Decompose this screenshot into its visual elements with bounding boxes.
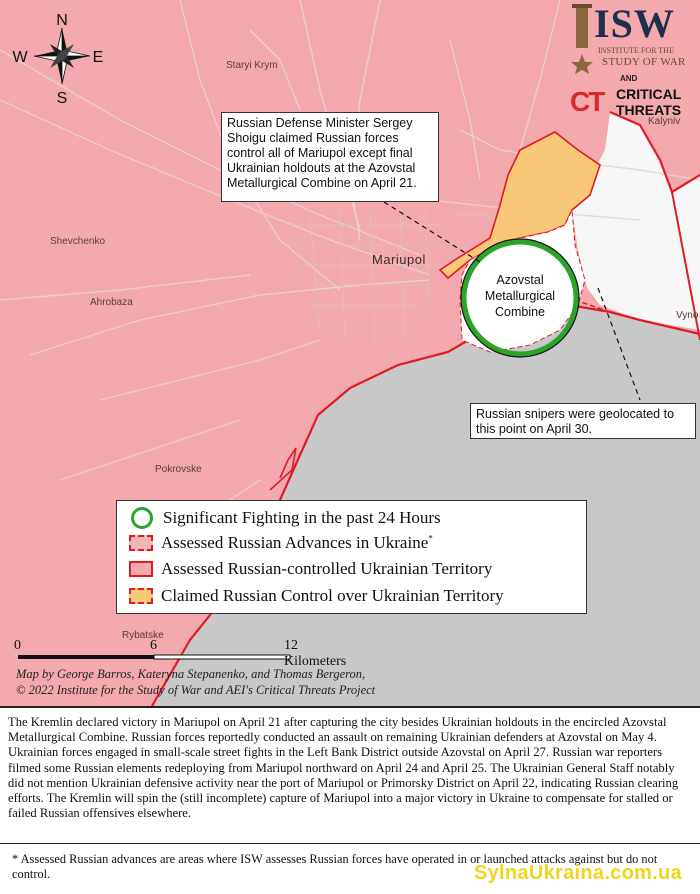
scale-zero: 0 — [14, 638, 21, 653]
red-box-icon — [129, 561, 153, 577]
azovstal-label: Azovstal Metallurgical Combine — [484, 273, 556, 319]
legend-item-advances — [129, 532, 433, 554]
ct-line2: THREATS — [616, 102, 682, 118]
logos — [566, 2, 698, 120]
place-shevchenko: Shevchenko — [50, 236, 106, 247]
place-ahrobaza: Ahrobaza — [90, 297, 133, 308]
watermark: SylnaUkraina.com.ua — [473, 862, 682, 884]
compass-s: S — [56, 90, 68, 107]
legend-item-claimed — [129, 585, 504, 607]
compass-n: N — [56, 12, 68, 29]
credits-line2: © 2022 Institute for the Study of War and AEI's Critical Threats Project — [16, 683, 376, 697]
place-mariupol: Mariupol — [372, 252, 426, 267]
place-vyno: Vyno — [676, 310, 699, 321]
legend-label: Assessed Russian Advances in Ukraine — [161, 533, 429, 552]
compass-w: W — [12, 49, 28, 66]
legend-item-fighting — [129, 507, 441, 529]
scale-labels — [14, 638, 347, 669]
dashed-pink-box-icon — [129, 535, 153, 551]
orange-dashed-box-icon — [129, 588, 153, 604]
ct-logo-mark: CT — [570, 86, 604, 117]
map-credits — [16, 666, 496, 698]
footnote-text: * Assessed Russian advances are areas where ISW assesses Russian forces have operated in or launched attacks against but do not control. — [12, 852, 658, 881]
legend-label: Claimed Russian Control over Ukrainian Territory — [161, 586, 504, 605]
credits-line1: Map by George Barros, Kateryna Stepanenko, and Thomas Bergeron, — [16, 667, 366, 681]
place-pokrovske: Pokrovske — [155, 464, 202, 475]
isw-institute-line1: INSTITUTE FOR THE — [598, 46, 674, 55]
shoigu-callout: Russian Defense Minister Sergey Shoigu claimed Russian forces control all of Mariupol except final Ukrainian holdouts at the Azovstal Metallurgical Combine on April 21. — [221, 112, 439, 202]
place-staryi-krym: Staryi Krym — [226, 60, 278, 71]
ct-line1: CRITICAL — [616, 86, 682, 102]
legend — [116, 500, 587, 614]
legend-item-controlled — [129, 558, 492, 580]
isw-logo-text: ISW — [594, 1, 675, 46]
place-kalyniv: Kalyniv — [648, 116, 681, 127]
scale-twelve: 12 Kilometers — [284, 638, 347, 669]
scale-six: 6 — [150, 638, 157, 653]
green-circle-icon — [131, 507, 153, 529]
legend-footnote-mark: * — [428, 533, 433, 544]
legend-label: Significant Fighting in the past 24 Hours — [163, 508, 441, 527]
compass-e: E — [92, 49, 104, 66]
legend-label: Assessed Russian-controlled Ukrainian Territory — [161, 559, 493, 578]
place-rybatske: Rybatske — [122, 630, 164, 641]
summary-text: The Kremlin declared victory in Mariupol on April 21 after capturing the city besides Ukrainian holdouts in the encircled Azovstal Metallurgical Combine. Russian forces reportedly conducted an assault on remaining Ukrainian defenders at Azovstal on May 4. Ukrainian forces engaged in small-scale street fights in the Left Bank District outside Azovstal on April 27. Russian war reporters filmed some Russian elements redeploying from Mariupol northward on April 24 and April 25. The Ukrainian General Staff notably did not mention Ukrainian defensive activity near the port of Mariupol or Primorsky District on April 22, indicating Russian clearing efforts. The Kremlin will spin the (still incomplete) capture of Mariupol into a major victory in Ukraine to compensate for stalled or failed Russian offensives elsewhere. — [0, 706, 700, 844]
sniper-callout: Russian snipers were geolocated to this point on April 30. — [470, 403, 696, 439]
isw-institute-line2: STUDY OF WAR — [602, 56, 686, 68]
logo-and: AND — [620, 74, 638, 83]
